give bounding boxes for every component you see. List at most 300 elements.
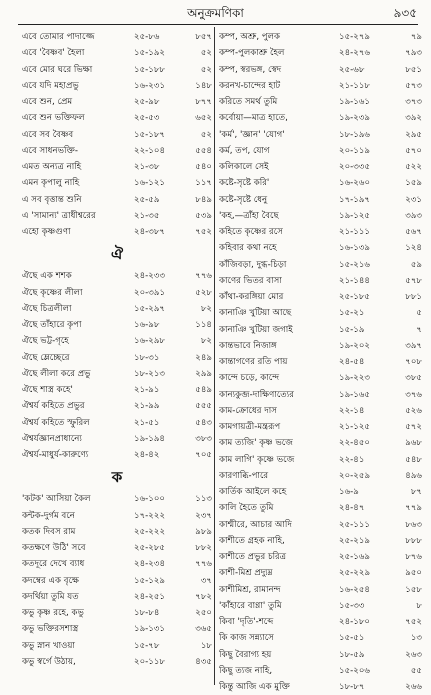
entry-page: ৮৭৭ (195, 97, 212, 107)
entry-page: ৩৭ (200, 575, 212, 586)
index-entry (219, 549, 422, 565)
index-entry (219, 370, 422, 386)
index-entry (219, 565, 422, 581)
entry-text: কদম্বের এক বৃক্ষে (22, 575, 79, 586)
entry-page: ১১৪ (195, 320, 212, 330)
entry-text: কহিতে কৃষ্ণের রসে (219, 227, 283, 237)
entry-page: ৫৪০ (195, 162, 212, 172)
entry-page: ৯৬৮ (405, 438, 422, 449)
entry-page: ১৫৮ (405, 584, 422, 595)
entry-page: ৯৫০ (405, 568, 422, 579)
index-entry (22, 143, 212, 159)
entry-text: কভু কৃষ্ণ রহে, কভু (22, 608, 84, 618)
entry-page: ৬৫২ (195, 113, 212, 124)
entry-page: ৩৮৩ (195, 433, 212, 444)
index-entry (22, 94, 212, 110)
entry-reference: ১৯-১২৫ (339, 210, 370, 221)
index-entry (219, 192, 422, 208)
entry-page: ৩৮৫ (405, 373, 422, 384)
entry-page: ৭৮২ (195, 591, 212, 602)
entry-reference: ২১-১৪৪ (339, 275, 370, 286)
entry-text: কতক দিবস রাম (22, 526, 76, 537)
index-entry (219, 208, 422, 224)
index-entry (219, 224, 422, 240)
index-entry (219, 175, 422, 191)
entry-text: করিতে সমর্থ তুমি (219, 97, 278, 107)
entry-reference: ১৫-১৮৭ (134, 129, 165, 140)
entry-text: ঐছে ম্লেচ্ছেরে (22, 352, 70, 363)
index-entry (22, 415, 212, 431)
entry-reference: ২৫-১১১ (339, 519, 370, 530)
entry-page: ৭ (416, 324, 422, 335)
entry-reference: ২১-১১৮ (339, 80, 370, 91)
entry-page: ৭০৫ (195, 450, 212, 460)
entry-page: ৯৮৯ (195, 526, 212, 537)
entry-page: ৭৭৯ (405, 503, 422, 514)
entry-reference: ১৬-৯ (339, 487, 359, 497)
index-entry (219, 598, 422, 614)
entry-page: ২৩১ (405, 194, 422, 205)
index-entry (219, 322, 422, 338)
index-entry (22, 654, 212, 670)
entry-page: ৮৮১ (405, 292, 422, 302)
entry-text: এবে তোমার পাদাজ্জে (22, 32, 95, 42)
entry-reference: ১৫-১৯২ (134, 48, 165, 59)
entry-reference: ২১-১১১ (339, 227, 370, 237)
index-entry (22, 285, 212, 301)
index-entry (22, 317, 212, 333)
index-entry (219, 387, 422, 403)
index-entry (22, 159, 212, 175)
index-entry (22, 508, 212, 524)
entry-reference: ২৫-৯৮ (134, 97, 160, 107)
entry-reference: ১৬-৯৮ (134, 320, 160, 330)
entry-reference: ২১-১২৫ (339, 422, 371, 432)
entry-page: ১২৪ (405, 243, 422, 254)
entry-page: ১৮ (200, 640, 212, 651)
entry-text: এহো কৃষ্ণগুণা (22, 227, 71, 237)
entry-page: ৭৫২ (195, 227, 212, 237)
entry-page: ৫৭০ (405, 145, 422, 156)
index-entry (22, 447, 212, 463)
index-entry (219, 29, 422, 45)
entry-text: ঐছে শাস্ত্র কহে' (22, 385, 73, 395)
index-entry (219, 354, 422, 370)
entry-page: ৩৭৬ (405, 389, 422, 400)
entry-reference: ২০-১১৮ (134, 656, 166, 667)
entry-text: কানাঞি খুটিয়া জগাই (219, 324, 293, 335)
entry-page: ৩৯৩ (405, 210, 422, 221)
index-entry (22, 192, 212, 208)
entry-page: ৫২ (200, 48, 212, 59)
entry-page: ৮৭৬ (405, 552, 422, 562)
index-entry (22, 491, 212, 507)
entry-reference: ১৬-২৯৮ (134, 336, 166, 347)
entry-reference: ১৫-৩৩ (339, 600, 365, 611)
entry-page: ৭৭৬ (195, 559, 212, 570)
entry-page: ৫৬৭ (405, 227, 422, 237)
page-number: ৯৩৫ (393, 6, 417, 20)
entry-text: এবে সব বৈষ্ণব (22, 129, 74, 140)
entry-text: কাশী-মিশ্র প্রদ্যুম্ন (219, 568, 273, 579)
entry-page: ৮৫৭ (195, 32, 212, 42)
entry-reference: ১৫-৫১ (339, 633, 365, 644)
entry-text: কান্তভাবে নিজাঙ্গ (219, 340, 277, 351)
entry-reference: ২৪-৩৮৭ (134, 227, 166, 237)
entry-reference: ২০-১১৯ (339, 145, 371, 156)
entry-page: ২৬৬ (405, 682, 422, 692)
index-entry (22, 268, 212, 284)
entry-reference: ২২-৪৫০ (339, 438, 371, 449)
index-entry (219, 647, 422, 663)
column-divider (214, 27, 215, 685)
entry-page: ২৫০ (195, 608, 212, 618)
entry-reference: ১৫-১২৯ (134, 575, 165, 586)
entry-text: কাম-ক্রোধের দাস (219, 405, 277, 416)
index-entry (22, 605, 212, 621)
entry-reference: ২১-৯১ (134, 385, 160, 395)
entry-page: ৪৯৬ (405, 470, 422, 481)
entry-text: 'কহ,—ত্রাঁহা বৈছে (219, 210, 279, 221)
entry-page: ৮৫১ (405, 64, 422, 75)
entry-text: কাম লাগি' কৃষ্ণে ভজে (219, 454, 295, 465)
entry-text: ঐশ্বর্য-মাধুর্য-কারুণ্যে (22, 450, 89, 460)
index-entry (219, 273, 422, 289)
entry-text: এবে সাধনভক্তি- (22, 145, 78, 156)
entry-text: 'কটক' আসিয়া কৈল (22, 494, 91, 505)
entry-reference: ১৮-৮৪ (134, 608, 160, 618)
index-block-ka-continued (219, 29, 422, 695)
index-entry (219, 62, 422, 78)
index-entry (219, 305, 422, 321)
entry-reference: ২৪-৫৪ (339, 357, 365, 367)
entry-text: কাণের ভিতর বাসা (219, 275, 282, 286)
index-entry (22, 78, 212, 94)
index-entry (219, 500, 422, 516)
index-entry (22, 589, 212, 605)
entry-reference: ২৫-১৮৫ (339, 292, 370, 302)
entry-text: কিছু বৈরাগ্য হয় (219, 649, 272, 660)
entry-reference: ১৮-১৯৬ (339, 129, 370, 140)
index-entry (22, 127, 212, 143)
entry-page: ৫৫ (410, 665, 422, 676)
index-entry (22, 638, 212, 654)
entry-page: ৮৭ (410, 487, 422, 497)
entry-page: ২৯৫ (405, 129, 422, 140)
index-entry (219, 679, 422, 695)
entry-text: কামগায়ত্রী-মন্ত্ররূপ (219, 422, 281, 432)
entry-page: ১১৭ (195, 178, 212, 189)
entry-page: ১৫৯ (405, 178, 422, 189)
index-entry (219, 468, 422, 484)
entry-text: কর্বোয়া—মাত্র হাতে, (219, 113, 288, 124)
entry-text: করনখ-চান্দের হাট (219, 80, 281, 91)
entry-page: ৫২৬ (405, 405, 422, 416)
entry-text: এবে শুন ভক্তিফল (22, 113, 85, 124)
entry-text: কিন্তু আজি এক মুক্তি (219, 682, 290, 692)
index-entry (22, 208, 212, 224)
entry-page: ৫৪৮ (405, 454, 422, 465)
entry-text: কিবা 'দৃতি'-শব্দে (219, 617, 274, 627)
entry-text: কাশীমিশ্র, রামানন্দ (219, 584, 281, 595)
entry-text: কম্প-পুলকাশ্রু হৈল (219, 48, 285, 59)
entry-reference: ১৯-১৩১ (134, 624, 165, 635)
entry-reference: ২৫-৮৬ (134, 32, 160, 42)
entry-text: কারণাব্ধি-পারে (219, 470, 269, 481)
entry-reference: ২৫-২২৯ (339, 568, 371, 579)
entry-text: ঐছে কৃষ্ণের লীলা (22, 287, 83, 298)
entry-page: ৮৮৮ (405, 535, 422, 546)
entry-reference: ১৭-১৯৭ (339, 194, 371, 205)
entry-text: কি কাজ সন্ন্যাসে (219, 633, 274, 644)
entry-page: ৫২ (200, 129, 212, 140)
entry-reference: ১৯-১৯৪ (134, 433, 165, 444)
entry-text: কাশীতে প্রভুর চরিত্র (219, 552, 287, 562)
entry-reference: ২০-৩৯১ (134, 287, 166, 298)
index-entry (219, 127, 422, 143)
index-entry (219, 614, 422, 630)
entry-page: ৩৬৫ (195, 624, 212, 635)
entry-page: ৭৯ (410, 32, 422, 42)
entry-page: ৮২ (200, 336, 212, 347)
index-entry (219, 94, 422, 110)
entry-text: ঐশ্বর্যজ্ঞানপ্রাধান্যে (22, 433, 82, 444)
entry-page: ৭০৮ (405, 357, 422, 367)
entry-page: ৫২২ (405, 162, 422, 172)
entry-page: ৫৯ (410, 259, 422, 270)
entry-reference: ২২-৪১ (339, 454, 365, 465)
entry-text: 'কর্ম', 'জ্ঞান' 'যোগ' (219, 129, 285, 140)
entry-reference: ১৮-৮৭ (339, 682, 365, 692)
entry-page: ৮৬৩ (405, 519, 422, 530)
entry-text: কান্যকুব্জ-দাক্ষিণাত্যের (219, 389, 294, 400)
entry-reference: ১৬-১৩৯ (339, 243, 371, 254)
entry-reference: ১৭-২২২ (134, 510, 166, 521)
entry-reference: ২৫-১৬৯ (339, 552, 371, 562)
section-letter-ka: ক (111, 468, 123, 487)
entry-text: কভু স্নান খাওয়া (22, 640, 75, 651)
entry-page: ৫৫৪ (195, 145, 212, 156)
index-entry (22, 45, 212, 61)
entry-text: ঐছে তাঁহারে কৃপা (22, 320, 82, 330)
index-entry (22, 62, 212, 78)
entry-page: ৫৪৯ (195, 385, 212, 395)
index-block-e (22, 29, 212, 240)
entry-text: কষ্টে-সৃষ্টে ধেনু (219, 194, 268, 205)
index-entry (22, 366, 212, 382)
entry-text: কাশ্মীরে, আচার আদি (219, 519, 292, 530)
index-entry (219, 484, 422, 500)
entry-reference: ১৬-২৩১ (134, 80, 166, 91)
entry-reference: ১৯-২০২ (339, 340, 371, 351)
entry-reference: ১৫-১৮৮ (134, 64, 165, 75)
entry-page: ১৪৮ (195, 80, 212, 91)
entry-text: কালি হৈতে তুমি (219, 503, 274, 514)
entry-reference: ২৪-২৩৪ (134, 559, 166, 570)
entry-reference: ২৫-৬৮ (339, 64, 365, 75)
index-entry (22, 301, 212, 317)
entry-page: ৭৭৬ (195, 271, 212, 282)
entry-page: ১১৩ (195, 494, 212, 505)
entry-text: কভু ভক্তিরসশাস্ত্র (22, 624, 79, 635)
index-entry (219, 78, 422, 94)
entry-text: কাঁজিবড়া, দুগ্ধ-চিড়া (219, 259, 287, 270)
entry-reference: ২০-৩৩৫ (339, 162, 371, 172)
entry-text: ঐছে ভট্ট-গৃহে (22, 336, 69, 347)
index-entry (22, 431, 212, 447)
entry-page: ৮২ (200, 303, 212, 314)
entry-reference: ২৪-৪৭ (339, 503, 365, 514)
index-entry (22, 110, 212, 126)
entry-reference: ২১-৩৫ (134, 210, 160, 221)
entry-text: কাশীতে গ্রহক নাহি, (219, 535, 285, 546)
entry-reference: ২২-১৪ (339, 405, 365, 416)
entry-page: ৫২ (200, 64, 212, 75)
entry-reference: ২৪-২৫১ (134, 591, 166, 602)
entry-reference: ২১-৫১ (134, 417, 160, 428)
index-entry (219, 435, 422, 451)
entry-text: কলিকালে সেই (219, 162, 269, 172)
entry-text: কতক্ষণে উঠি' সবে (22, 543, 86, 553)
index-entry (22, 573, 212, 589)
entry-page: ৫৪৩ (195, 417, 212, 428)
entry-reference: ১৫-২৯৭ (134, 303, 166, 314)
entry-text: এ সব বৃত্তান্ত শুনি (22, 194, 82, 205)
entry-page: ২৪৯ (195, 352, 212, 363)
entry-reference: ১৬-২৫৪ (339, 584, 371, 595)
index-entry (219, 289, 422, 305)
entry-text: কষ্টে-সৃষ্টে করি' (219, 178, 270, 189)
index-entry (22, 350, 212, 366)
entry-text: কতদূরে দেখে ব্যাধ (22, 559, 85, 570)
entry-text: কান্তাগণের রতি পায় (219, 357, 288, 367)
entry-page: ৪৩৫ (195, 656, 212, 667)
index-entry (219, 663, 422, 679)
entry-text: এ 'সামান্য' ত্রাধীশ্বরের (22, 210, 96, 221)
entry-reference: ১৫-২১ (339, 308, 365, 319)
entry-reference: ২৫-৫৩ (134, 113, 160, 124)
index-entry (22, 556, 212, 572)
entry-reference: ১৯-১৬৫ (339, 389, 370, 400)
index-entry (219, 45, 422, 61)
entry-reference: ১৫-৭৮ (134, 640, 160, 651)
entry-page: ৫৫৫ (195, 401, 212, 412)
index-entry (219, 452, 422, 468)
entry-reference: ১৫-১৯ (339, 324, 365, 335)
entry-text: কভু স্বর্গে উঠায়, (22, 656, 76, 667)
index-entry (22, 175, 212, 191)
entry-text: কদর্থিয়া তুমি যত (22, 591, 79, 602)
entry-text: এমন কৃপালু নাহি (22, 178, 80, 189)
index-block-oi (22, 268, 212, 463)
entry-text: কাঁথা-করঙ্গিয়া মোর (219, 292, 284, 302)
entry-page: ৫২৮ (195, 287, 212, 298)
entry-text: ঐছে এক শশক (22, 271, 72, 282)
left-column (22, 29, 212, 670)
entry-page: ৮ (416, 600, 422, 611)
entry-page: ৩৯২ (405, 113, 422, 124)
entry-reference: ২৪-২৩৩ (134, 271, 166, 282)
entry-text: ঐশ্বর্য কহিতে প্রভুর (22, 401, 85, 412)
entry-text: কাম ত্যজি' কৃষ্ণ ভজে (219, 438, 293, 449)
index-entry (219, 419, 422, 435)
index-entry (219, 403, 422, 419)
page-title: অনুক্রমণিকা (187, 6, 244, 20)
entry-text: কিছু ত্যজ নাহি, (219, 665, 273, 676)
entry-reference: ১৯-১৬১ (339, 97, 370, 107)
index-entry (219, 143, 422, 159)
entry-reference: ২৪-৪২ (134, 450, 160, 460)
entry-text: 'কাঁহারে বাণ্ণা' তুমি (219, 600, 282, 611)
entry-reference: ১৮-৩১ (134, 352, 160, 363)
index-entry (22, 540, 212, 556)
entry-text: কম্প, অশ্রু, পুলক (219, 32, 281, 42)
entry-page: ৫৭৩ (405, 80, 422, 91)
entry-page: ৭৫২ (405, 617, 422, 627)
entry-text: ঐছে লীলা করে প্রভু (22, 368, 91, 379)
entry-text: কহিবার কথা নহে (219, 243, 277, 254)
index-entry (22, 524, 212, 540)
entry-reference: ২১-৩৮ (134, 162, 160, 172)
entry-text: ঐশ্বর্য কহিতে স্ফুরিল (22, 417, 90, 428)
entry-reference: ১৮-৫৯ (339, 649, 365, 660)
entry-text: কন্টক-দুর্গম বনে (22, 510, 75, 521)
index-entry (219, 240, 422, 256)
entry-text: কম্প, স্বরভঙ্গ, স্বেদ (219, 64, 282, 75)
entry-reference: ১৯-২৩৯ (339, 113, 371, 124)
entry-reference: ১৬-১০০ (134, 494, 166, 505)
entry-text: এবে যদি মহাপ্রভু (22, 80, 79, 91)
entry-page: ২৬৩ (405, 649, 422, 660)
header-rule (18, 24, 418, 25)
entry-text: কার্তিক আইলে কহে (219, 487, 287, 497)
entry-reference: ২২-১০৪ (134, 145, 166, 156)
entry-reference: ২৫-৫৯ (134, 194, 160, 205)
entry-page: ৩৭৩ (405, 97, 422, 107)
index-entry (22, 621, 212, 637)
entry-reference: ১৫-২১৬ (339, 259, 371, 270)
entry-reference: ২৫-২৮৫ (134, 543, 166, 553)
entry-text: এমত অন্যত্র নাহি (22, 162, 82, 172)
index-entry (22, 398, 212, 414)
entry-page: ২৩৭ (195, 510, 212, 521)
entry-text: এবে শুন, প্রেম (22, 97, 73, 107)
index-entry (219, 257, 422, 273)
entry-page: ২৯৯ (195, 368, 212, 379)
index-entry (219, 582, 422, 598)
entry-reference: ২৪-১৮০ (339, 617, 371, 627)
entry-text: এবে 'বৈষ্ণব' হৈলা (22, 48, 85, 59)
entry-page: ৫৩৯ (195, 210, 212, 221)
entry-text: কানাঞি খুটিয়া আছে (219, 308, 292, 319)
index-entry (22, 333, 212, 349)
entry-text: এবে মোর ঘরে ভিক্ষা (22, 64, 93, 75)
index-entry (219, 517, 422, 533)
entry-page: ৮৮২ (195, 543, 212, 553)
index-entry (219, 338, 422, 354)
right-column (219, 29, 422, 695)
index-entry (22, 224, 212, 240)
entry-page: ৫৭৮ (405, 275, 422, 286)
entry-page: ৮৪৯ (195, 194, 212, 205)
entry-reference: ২০-২৫৯ (339, 470, 371, 481)
index-entry (22, 29, 212, 45)
index-entry (22, 382, 212, 398)
index-block-ka (22, 491, 212, 670)
entry-page: ৭৯৩ (405, 48, 422, 59)
entry-reference: ২১-৯৯ (134, 401, 160, 412)
entry-reference: ২৫-২১৯ (339, 535, 371, 546)
